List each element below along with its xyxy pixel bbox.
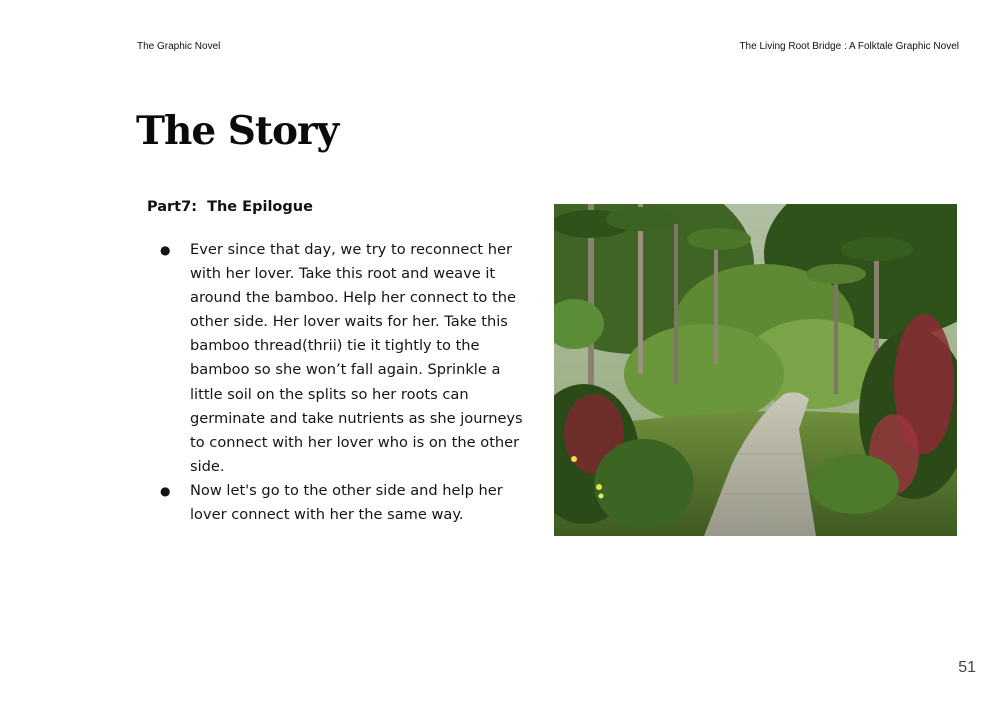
jungle-path-photo [554,204,957,536]
list-item [160,238,532,479]
bullet-text: Ever since that day, we try to reconnect her with her lover. Take this root and weave it around the bamboo. Help her connect to the other side. Her lover waits for her. Take this bamboo thread(thrii) tie it tightly to the bamboo so she won’t fall again. Sprinkle a little soil on the splits so her roots can germinate and take nutrients as she journeys to connect with her lover who is on the other side. [190,241,523,475]
bullet-text: Now let's go to the other side and help her lover connect with her the same way. [190,481,503,524]
page-title: The Story [136,108,339,154]
running-header-left: The Graphic Novel [137,41,221,52]
list-item [160,479,532,527]
bullet-icon: ● [160,483,171,498]
story-bullet-list [160,238,532,527]
bullet-icon: ● [160,243,171,257]
page-number: 51 [958,659,976,676]
running-header-right: The Living Root Bridge : A Folktale Graphic Novel [739,41,959,52]
section-heading: Part7: The Epilogue [147,199,313,215]
